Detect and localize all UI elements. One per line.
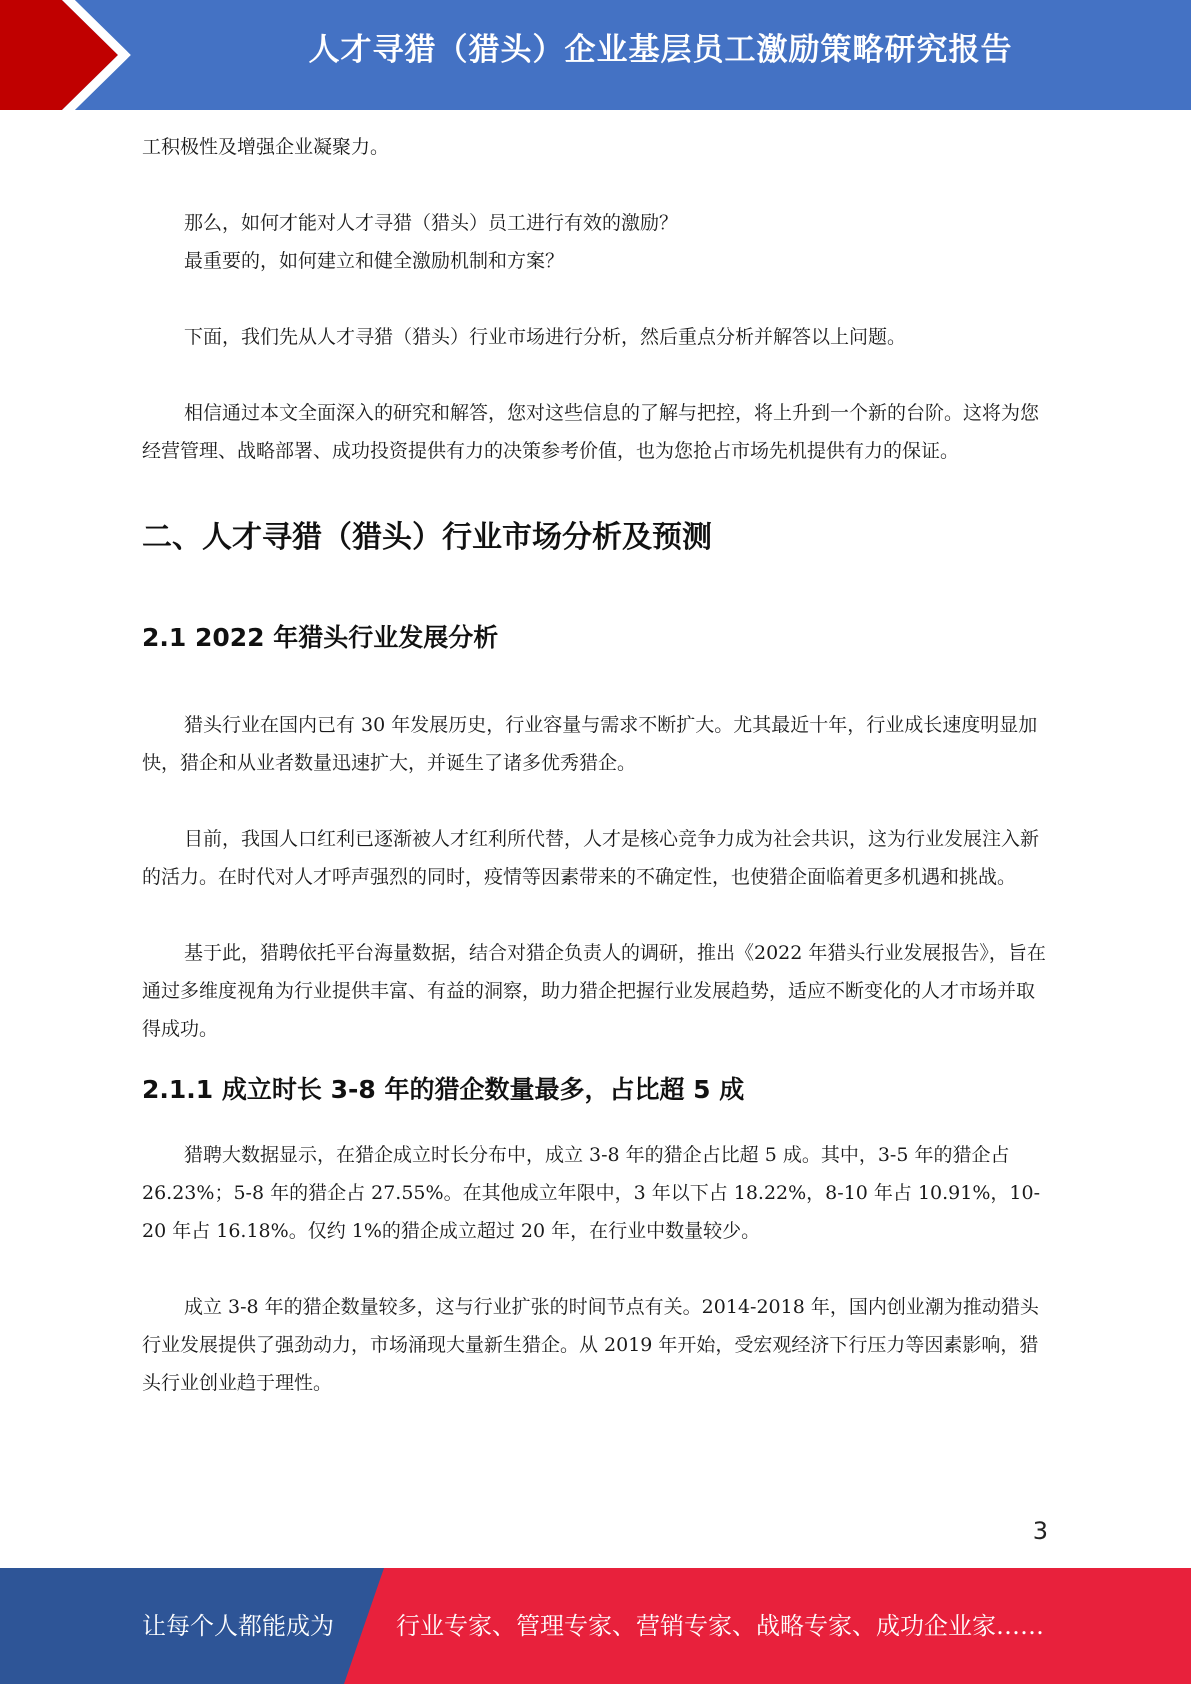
paragraph-value: 相信通过本文全面深入的研究和解答，您对这些信息的了解与把控，将上升到一个新的台阶。这将为您经营管理、战略部署、成功投资提供有力的决策参考价值，也为您抢占市场先机提供有力的保证。 [142, 402, 1040, 462]
subsection-heading: 2.1 2022 年猎头行业发展分析 [142, 623, 499, 652]
paragraph-report: 基于此，猎聘依托平台海量数据，结合对猎企负责人的调研，推出《2022 年猎头行业发展报告》，旨在通过多维度视角为行业提供丰富、有益的洞察，助力猎企把握行业发展趋势，适应不断变化的人才市场并取得成功。 [142, 942, 1046, 1040]
footer-slogan-left: 让每个人都能成为 [142, 1612, 334, 1640]
paragraph-talent: 目前，我国人口红利已逐渐被人才红利所代替，人才是核心竞争力成为社会共识，这为行业发展注入新的活力。在时代对人才呼声强烈的同时，疫情等因素带来的不确定性，也使猎企面临着更多机遇和挑战。 [142, 828, 1040, 888]
paragraph-statistics: 猎聘大数据显示，在猎企成立时长分布中，成立 3-8 年的猎企占比超 5 成。其中，3-5 年的猎企占 26.23%；5-8 年的猎企占 27.55%。在其他成立年限中，3 年以下占 18.22%，8-10 年占 10.91%，10-20 年占 16.18%。仅约 1%的猎企成立超过 20 年，在行业中数量较少。 [142, 1144, 1040, 1242]
paragraph-intro: 下面，我们先从人才寻猎（猎头）行业市场进行分析，然后重点分析并解答以上问题。 [184, 326, 907, 348]
subsubsection-heading: 2.1.1 成立时长 3-8 年的猎企数量最多，占比超 5 成 [142, 1075, 745, 1104]
paragraph-question-2: 最重要的，如何建立和健全激励机制和方案？ [184, 250, 565, 272]
header-chevron-decoration [0, 0, 160, 110]
footer-slogan-right: 行业专家、管理专家、营销专家、战略专家、成功企业家…… [396, 1612, 1044, 1640]
document-body [142, 128, 1052, 1402]
paragraph-expansion: 成立 3-8 年的猎企数量较多，这与行业扩张的时间节点有关。2014-2018 年，国内创业潮为推动猎头行业发展提供了强劲动力，市场涌现大量新生猎企。从 2019 年开始，受宏观经济下行压力等因素影响，猎头行业创业趋于理性。 [142, 1296, 1039, 1394]
section-heading: 二、人才寻猎（猎头）行业市场分析及预测 [142, 520, 712, 555]
paragraph-continuation: 工积极性及增强企业凝聚力。 [142, 136, 390, 158]
page-number: 3 [1032, 1517, 1048, 1545]
paragraph-history: 猎头行业在国内已有 30 年发展历史，行业容量与需求不断扩大。尤其最近十年，行业成长速度明显加快，猎企和从业者数量迅速扩大，并诞生了诸多优秀猎企。 [142, 714, 1038, 774]
report-title: 人才寻猎（猎头）企业基层员工激励策略研究报告 [308, 32, 1013, 68]
page-header [0, 0, 1191, 110]
paragraph-question-1: 那么，如何才能对人才寻猎（猎头）员工进行有效的激励？ [184, 212, 679, 234]
page-footer [0, 1568, 1191, 1684]
